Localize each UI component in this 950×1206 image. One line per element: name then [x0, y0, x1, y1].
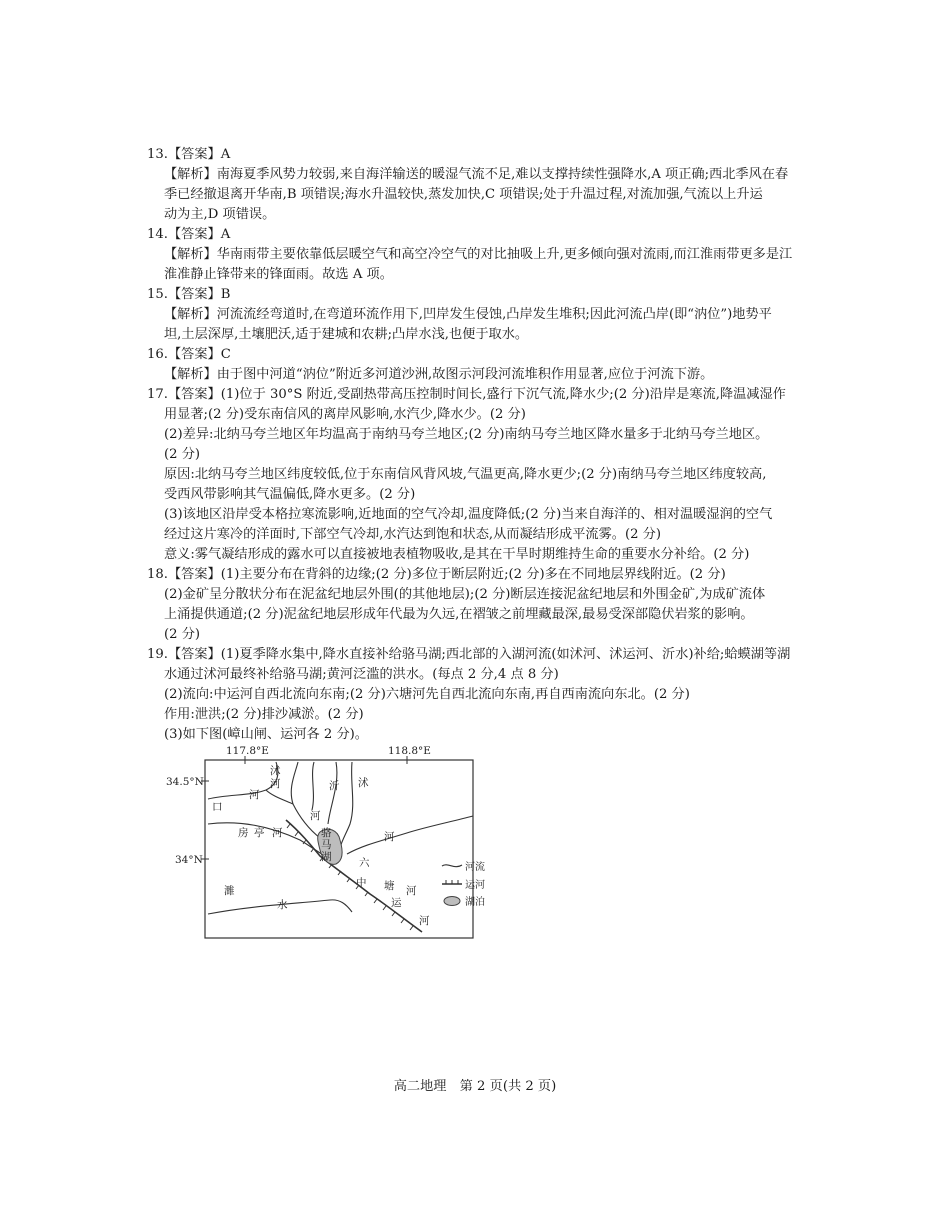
map-legend	[442, 860, 485, 908]
label-shuhe: 沭	[270, 765, 281, 777]
analysis-line: 意义:雾气凝结形成的露水可以直接被地表植物吸收,是其在干旱时期维持生命的重要水分补给。(2 分)	[164, 547, 750, 562]
legend-label: 运河	[465, 880, 485, 891]
lat-label: 34°N	[175, 854, 203, 866]
river-map-figure	[160, 744, 490, 944]
river-path	[347, 816, 473, 854]
label-fangting: 亭	[254, 827, 265, 839]
question-19	[147, 645, 811, 745]
river-path	[291, 762, 320, 838]
label-zhongyun: 河	[419, 915, 430, 927]
lon-label: 117.8°E	[226, 745, 269, 757]
label-suishui: 水	[277, 899, 288, 911]
label-he: 河	[249, 789, 260, 801]
label-he-center: 河	[310, 810, 321, 822]
analysis-line: 【解析】华南雨带主要依靠低层暖空气和高空冷空气的对比抽吸上升,更多倾向强对流雨,而江淮雨带更多是江	[164, 247, 793, 262]
label-kou: 口	[212, 801, 223, 813]
analysis-line: 水通过沭河最终补给骆马湖;黄河泛滥的洪水。(每点 2 分,4 点 8 分)	[164, 667, 559, 682]
question-13	[147, 145, 811, 225]
question-16	[147, 345, 811, 385]
answer-line: 14.【答案】A	[147, 227, 231, 242]
question-17	[147, 385, 811, 565]
label-fangting: 房	[238, 827, 249, 839]
canal-path	[286, 820, 422, 932]
question-15	[147, 285, 811, 345]
river-path	[266, 790, 293, 804]
label-zhongyun: 中	[356, 877, 367, 889]
river-path	[208, 823, 325, 856]
canal	[286, 820, 422, 932]
analysis-line: 作用:泄洪;(2 分)排沙减淤。(2 分)	[164, 707, 364, 722]
legend-lake-symbol	[444, 897, 460, 906]
analysis-line: 经过这片寒冷的洋面时,下部空气冷却,水汽达到饱和状态,从而凝结形成平流雾。(2 分)	[164, 527, 662, 542]
label-luoma: 湖	[321, 851, 332, 863]
question-18	[147, 565, 811, 645]
analysis-line: 坦,土层深厚,土壤肥沃,适于建城和农耕;凸岸水浅,也便于取水。	[164, 327, 529, 342]
analysis-line: (2)金矿呈分散状分布在泥盆纪地层外围(的其他地层);(2 分)断层连接泥盆纪地层和外围金矿,为成矿流体	[164, 587, 766, 602]
question-14	[147, 225, 811, 285]
analysis-line: (3)该地区沿岸受本格拉寒流影响,近地面的空气冷却,温度降低;(2 分)当来自海洋的、相对温暖湿润的空气	[164, 507, 773, 522]
answer-line: 13.【答案】A	[147, 147, 231, 162]
label-liutang: 六	[359, 857, 370, 869]
analysis-line: 季已经撤退离开华南,B 项错误;海水升温较快,蒸发加快,C 项错误;处于升温过程,对流加强,气流以上升运	[164, 187, 763, 202]
label-he-east: 河	[384, 831, 395, 843]
answer-line: 18.【答案】(1)主要分布在背斜的边缘;(2 分)多位于断层附近;(2 分)多在不同地层界线附近。(2 分)	[147, 567, 726, 582]
legend-label: 湖泊	[465, 897, 485, 908]
analysis-line: (3)如下图(嶂山闸、运河各 2 分)。	[164, 727, 368, 742]
label-shu: 沭	[358, 777, 369, 789]
legend-river-symbol	[442, 865, 462, 867]
label-luoma: 骆	[321, 827, 332, 839]
river-path	[208, 762, 278, 799]
river-path	[312, 762, 314, 810]
analysis-line: 用显著;(2 分)受东南信风的离岸风影响,水汽少,降水少。(2 分)	[164, 407, 526, 422]
analysis-line: (2 分)	[164, 447, 201, 462]
analysis-line: (2 分)	[164, 627, 201, 642]
lon-label: 118.8°E	[388, 745, 431, 757]
analysis-line: 上涌提供通道;(2 分)泥盆纪地层形成年代最为久远,在褶皱之前埋藏最深,最易受深部隐伏岩浆的影响。	[164, 607, 754, 622]
answer-line: 17.【答案】(1)位于 30°S 附近,受副热带高压控制时间长,盛行下沉气流,降水少;(2 分)沿岸是寒流,降温减湿作	[147, 387, 786, 402]
river-path	[328, 762, 337, 824]
page-footer: 高二地理 第 2 页(共 2 页)	[393, 1079, 557, 1094]
label-liutang: 河	[406, 885, 417, 897]
label-yi: 沂	[329, 780, 340, 792]
lat-label: 34.5°N	[166, 776, 204, 788]
river-path	[340, 762, 353, 848]
label-zhongyun: 运	[391, 897, 402, 909]
label-liutang: 塘	[384, 880, 395, 892]
answer-line: 19.【答案】(1)夏季降水集中,降水直接补给骆马湖;西北部的入湖河流(如沭河、沭运河、沂水)补给;蛤蟆湖等湖	[147, 647, 791, 662]
analysis-line: (2)流向:中运河自西北流向东南;(2 分)六塘河先自西北流向东南,再自西南流向东北。(2 分)	[164, 687, 690, 702]
analysis-line: 原因:北纳马夸兰地区纬度较低,位于东南信风背风坡,气温更高,降水更少;(2 分)南纳马夸兰地区纬度较高,	[164, 467, 767, 482]
legend-label: 河流	[465, 862, 485, 873]
analysis-line: (2)差异:北纳马夸兰地区年均温高于南纳马夸兰地区;(2 分)南纳马夸兰地区降水量多于北纳马夸兰地区。	[164, 427, 769, 442]
label-shuhe: 河	[270, 778, 281, 790]
label-suishui: 濉	[224, 885, 235, 897]
analysis-line: 【解析】河流流经弯道时,在弯道环流作用下,凹岸发生侵蚀,凸岸发生堆积;因此河流凸岸(即“汭位”)地势平	[164, 307, 772, 322]
analysis-line: 淮准静止锋带来的锋面雨。故选 A 项。	[164, 267, 393, 282]
label-luoma: 马	[321, 839, 332, 851]
answer-line: 15.【答案】B	[147, 287, 231, 302]
analysis-line: 动为主,D 项错误。	[164, 207, 276, 222]
river-map	[160, 744, 490, 944]
analysis-line: 受西风带影响其气温偏低,降水更多。(2 分)	[164, 487, 416, 502]
analysis-line: 【解析】由于图中河道“汭位”附近多河道沙洲,故图示河段河流堆积作用显著,应位于河流下游。	[164, 367, 714, 382]
analysis-line: 【解析】南海夏季风势力较弱,来自海洋输送的暖湿气流不足,难以支撑持续性强降水,A 项正确;西北季风在春	[164, 167, 789, 182]
label-fangting: 河	[272, 827, 283, 839]
answer-line: 16.【答案】C	[147, 347, 231, 362]
